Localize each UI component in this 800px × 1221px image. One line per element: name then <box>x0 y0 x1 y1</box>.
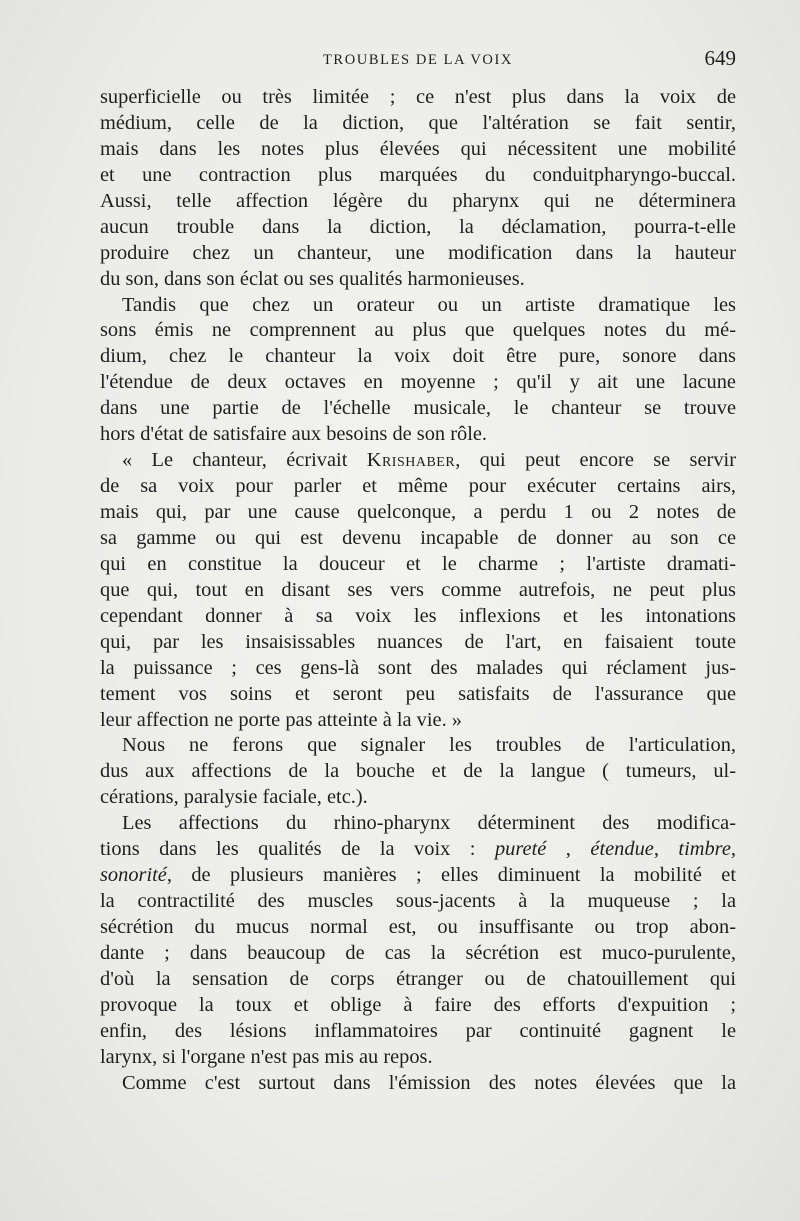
text-line: dans une partie de l'échelle musicale, le chanteur se trouve <box>100 397 736 420</box>
text-line: sécrétion du mucus normal est, ou insuffisante ou trop abon- <box>100 916 736 938</box>
author-name: Krishaber <box>366 449 456 472</box>
text-line: que qui, tout en disant ses vers comme autrefois, ne peut plus <box>100 578 736 601</box>
text-line: médium, celle de la diction, que l'altération se fait sentir, <box>100 111 736 134</box>
text-segment: , de plusieurs manières ; elles diminuent la mobilité et <box>166 864 736 887</box>
text-line: Comme c'est surtout dans l'émission des notes élevées que la <box>122 1071 736 1094</box>
text-segment: , <box>653 838 679 861</box>
emphasis-sonorite: sonorité <box>100 864 167 887</box>
emphasis-etendue: étendue <box>590 838 654 861</box>
text-line: tement vos soins et seront peu satisfaits de l'assurance que <box>100 682 736 705</box>
text-line: cependant donner à sa voix les inflexions et les intonations <box>100 604 736 627</box>
text-line: aucun trouble dans la diction, la déclamation, pourra-t-elle <box>100 215 736 238</box>
body-text <box>100 85 736 1097</box>
text-line: leur affection ne porte pas atteinte à la vie. » <box>100 708 462 731</box>
text-line: l'étendue de deux octaves en moyenne ; qu'il y ait une lacune <box>100 371 736 394</box>
text-line <box>100 448 736 474</box>
text-line: dium, chez le chanteur la voix doit être pure, sonore dans <box>100 345 736 368</box>
running-title: TROUBLES DE LA VOIX <box>322 52 514 68</box>
text-line: mais dans les notes plus élevées qui nécessitent une mobilité <box>100 137 736 160</box>
page-number: 649 <box>704 46 736 70</box>
text-line: de sa voix pour parler et même pour exécuter certains airs, <box>100 475 736 498</box>
text-line: mais qui, par une cause quelconque, a perdu 1 ou 2 notes de <box>100 501 736 523</box>
text-segment: tions dans les qualités de la voix : <box>100 838 495 861</box>
text-line: Tandis que chez un orateur ou un artiste dramatique les <box>122 293 736 316</box>
text-line <box>100 837 736 863</box>
text-line: sa gamme ou qui est devenu incapable de donner au son ce <box>100 526 736 549</box>
text-line: la puissance ; ces gens-là sont des malades qui réclament jus- <box>100 656 736 679</box>
text-line: produire chez un chanteur, une modification dans la hauteur <box>100 241 736 264</box>
emphasis-timbre: timbre <box>678 838 731 861</box>
text-line: provoque la toux et oblige à faire des efforts d'expuition ; <box>100 993 736 1016</box>
quote-open-text: « Le chanteur, écrivait <box>122 449 367 472</box>
text-line: du son, dans son éclat ou ses qualités harmonieuses. <box>100 267 525 290</box>
quote-continuation: , qui peut encore se servir <box>455 449 736 472</box>
text-line: sons émis ne comprennent au plus que quelques notes du mé- <box>100 319 736 342</box>
text-line: qui en constitue la douceur et le charme ; l'artiste dramati- <box>100 552 736 575</box>
emphasis-purete: pureté <box>494 838 547 861</box>
text-line: Les affections du rhino-pharynx déterminent des modifica- <box>122 812 736 835</box>
text-line: Nous ne ferons que signaler les troubles de l'articulation, <box>122 734 736 757</box>
text-line: et une contraction plus marquées du conduitpharyngo-buccal. <box>100 163 736 186</box>
text-line: Aussi, telle affection légère du pharynx qui ne déterminera <box>100 189 736 212</box>
text-segment: , <box>730 838 737 861</box>
text-line: cérations, paralysie faciale, etc.). <box>100 786 368 809</box>
text-line: qui, par les insaisissables nuances de l'art, en faisaient toute <box>100 630 736 653</box>
text-line: superficielle ou très limitée ; ce n'est plus dans la voix de <box>100 86 736 108</box>
text-line: hors d'état de satisfaire aux besoins de son rôle. <box>100 423 488 446</box>
page-header <box>100 44 736 76</box>
text-line: dante ; dans beaucoup de cas la sécrétion est muco-purulente, <box>100 941 736 964</box>
text-line <box>100 863 736 889</box>
text-line: larynx, si l'organe n'est pas mis au repos. <box>100 1045 433 1068</box>
text-line: dus aux affections de la bouche et de la langue ( tumeurs, ul- <box>100 760 736 783</box>
text-line: enfin, des lésions inflammatoires par continuité gagnent le <box>100 1019 736 1042</box>
text-line: la contractilité des muscles sous-jacents à la muqueuse ; la <box>100 890 736 913</box>
text-segment: , <box>546 838 591 861</box>
text-line: d'où la sensation de corps étranger ou de chatouillement qui <box>100 967 736 990</box>
